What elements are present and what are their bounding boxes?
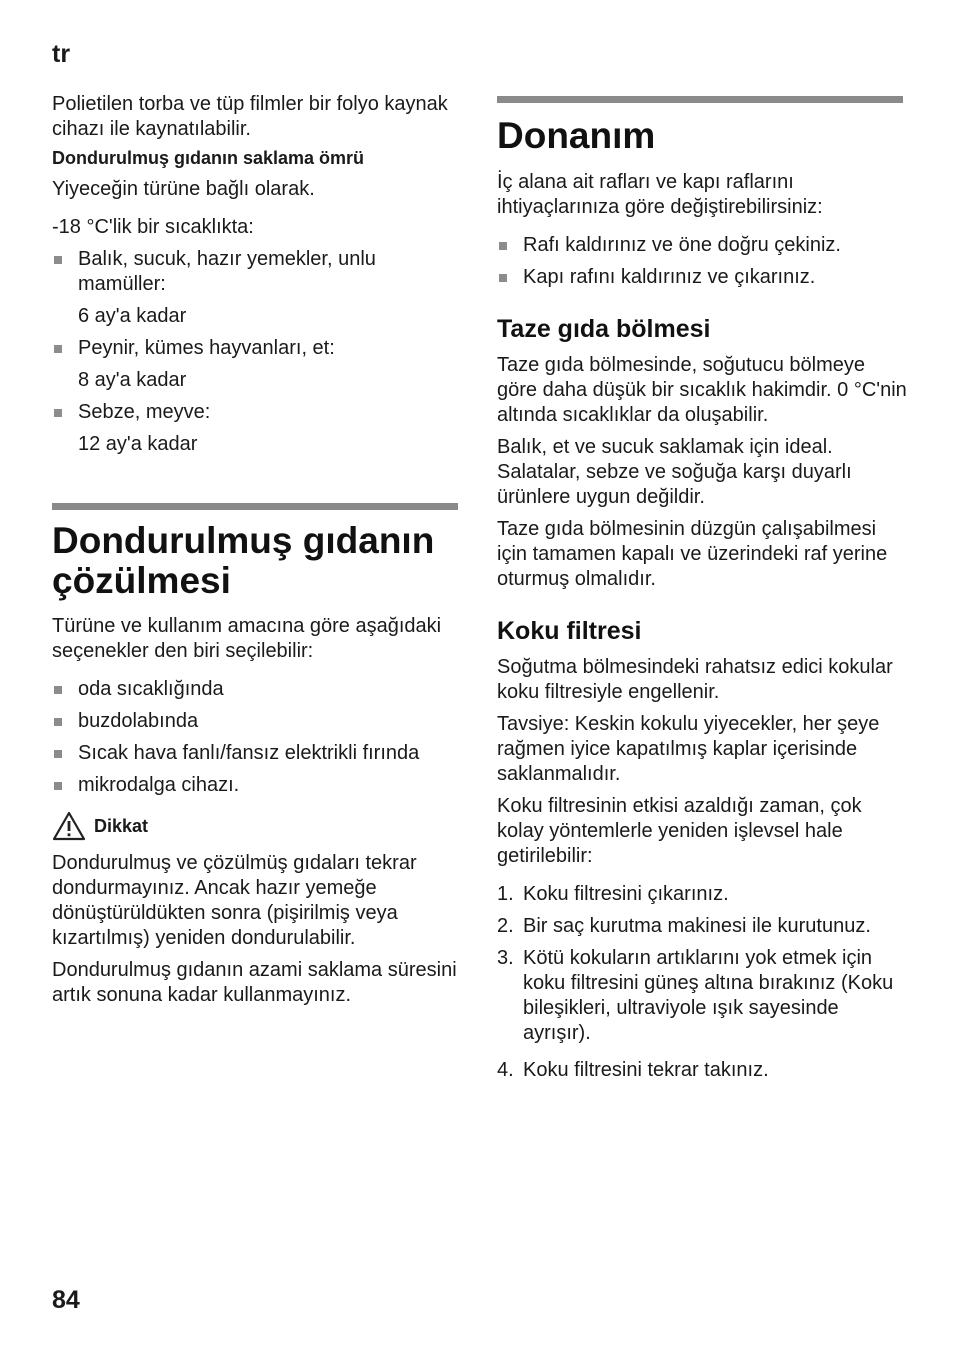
odor-paragraph: Tavsiye: Keskin kokulu yiyecekler, her şeye rağmen iyice kapatılmış kaplar içerisinde saklanmalıdır.	[497, 713, 880, 785]
warning-header	[52, 811, 462, 841]
list-item: oda sıcaklığında	[52, 677, 462, 702]
list-item: Sebze, meyve:	[52, 400, 462, 425]
warning-paragraph: Dondurulmuş gıdanın azami saklama süresini artık sonuna kadar kullanmayınız.	[52, 959, 457, 1006]
warning-paragraph: Dondurulmuş ve çözülmüş gıdaları tekrar dondurmayınız. Ancak hazır yemeğe dönüştürüldükten sonra (pişirilmiş veya kızartılmış) yeniden dondurulabilir.	[52, 852, 417, 949]
thaw-heading: Dondurulmuş gıdanın çözülmesi	[52, 520, 435, 601]
warning-icon	[52, 811, 86, 841]
storage-duration: 6 ay'a kadar	[78, 305, 187, 327]
odor-filter-heading: Koku filtresi	[497, 617, 642, 645]
list-item: Balık, sucuk, hazır yemekler, unlu mamüller:	[52, 247, 462, 297]
numbered-step	[497, 914, 907, 939]
list-item: Peynir, kümes hayvanları, et:	[52, 336, 462, 361]
step-text: Koku filtresini tekrar takınız.	[523, 1059, 769, 1081]
storage-duration: 12 ay'a kadar	[78, 433, 198, 455]
intro-paragraph: Polietilen torba ve tüp filmler bir folyo kaynak cihazı ile kaynatılabilir.	[52, 93, 448, 140]
step-number: 2.	[497, 915, 514, 937]
numbered-step	[497, 946, 907, 1046]
section-divider	[497, 96, 903, 103]
step-number: 3.	[497, 947, 514, 969]
equipment-intro: İç alana ait rafları ve kapı raflarını ihtiyaçlarınıza göre değiştirebilirsiniz:	[497, 171, 823, 218]
left-column	[52, 92, 462, 1008]
equipment-heading: Donanım	[497, 115, 656, 156]
warning-label: Dikkat	[94, 815, 149, 836]
step-number: 1.	[497, 883, 514, 905]
step-text: Koku filtresini çıkarınız.	[523, 883, 729, 905]
list-item: Rafı kaldırınız ve öne doğru çekiniz.	[497, 233, 907, 258]
thaw-intro: Türüne ve kullanım amacına göre aşağıdaki seçenekler den biri seçilebilir:	[52, 615, 442, 662]
step-number: 4.	[497, 1059, 514, 1081]
list-item: Kapı rafını kaldırınız ve çıkarınız.	[497, 265, 907, 290]
fresh-paragraph: Taze gıda bölmesinin düzgün çalışabilmesi için tamamen kapalı ve üzerindeki raf yerine oturmuş olmalıdır.	[497, 518, 888, 590]
step-text: Kötü kokuların artıklarını yok etmek için koku filtresini güneş altına bırakınız (Koku bileşikleri, ultraviyole ışık sayesinde ayrışır).	[523, 947, 894, 1044]
odor-paragraph: Koku filtresinin etkisi azaldığı zaman, çok kolay yöntemlerle yeniden işlevsel hale getirilebilir:	[497, 795, 862, 867]
numbered-step	[497, 882, 907, 907]
fresh-paragraph: Taze gıda bölmesinde, soğutucu bölmeye göre daha düşük bir sıcaklık hakimdir. 0 °C'nin altında sıcaklıklar da oluşabilir.	[497, 354, 907, 426]
fresh-paragraph: Balık, et ve sucuk saklamak için ideal. Salatalar, sebze ve soğuğa karşı duyarlı ürünlere uygun değildir.	[497, 436, 852, 508]
list-item: buzdolabında	[52, 709, 462, 734]
storage-subheading: Dondurulmuş gıdanın saklama ömrü	[52, 148, 365, 168]
numbered-step	[497, 1058, 907, 1083]
list-item: mikrodalga cihazı.	[52, 773, 462, 798]
page-number: 84	[52, 1286, 80, 1314]
fresh-compartment-heading: Taze gıda bölmesi	[497, 315, 711, 343]
odor-paragraph: Soğutma bölmesindeki rahatsız edici kokular koku filtresiyle engellenir.	[497, 656, 893, 703]
storage-intro: Yiyeceğin türüne bağlı olarak.	[52, 178, 315, 200]
temperature-line: -18 °C'lik bir sıcaklıkta:	[52, 216, 254, 238]
language-code: tr	[52, 40, 71, 68]
right-column	[497, 96, 907, 1083]
section-divider	[52, 503, 458, 510]
storage-duration: 8 ay'a kadar	[78, 369, 187, 391]
step-text: Bir saç kurutma makinesi ile kurutunuz.	[523, 915, 871, 937]
list-item: Sıcak hava fanlı/fansız elektrikli fırında	[52, 741, 462, 766]
